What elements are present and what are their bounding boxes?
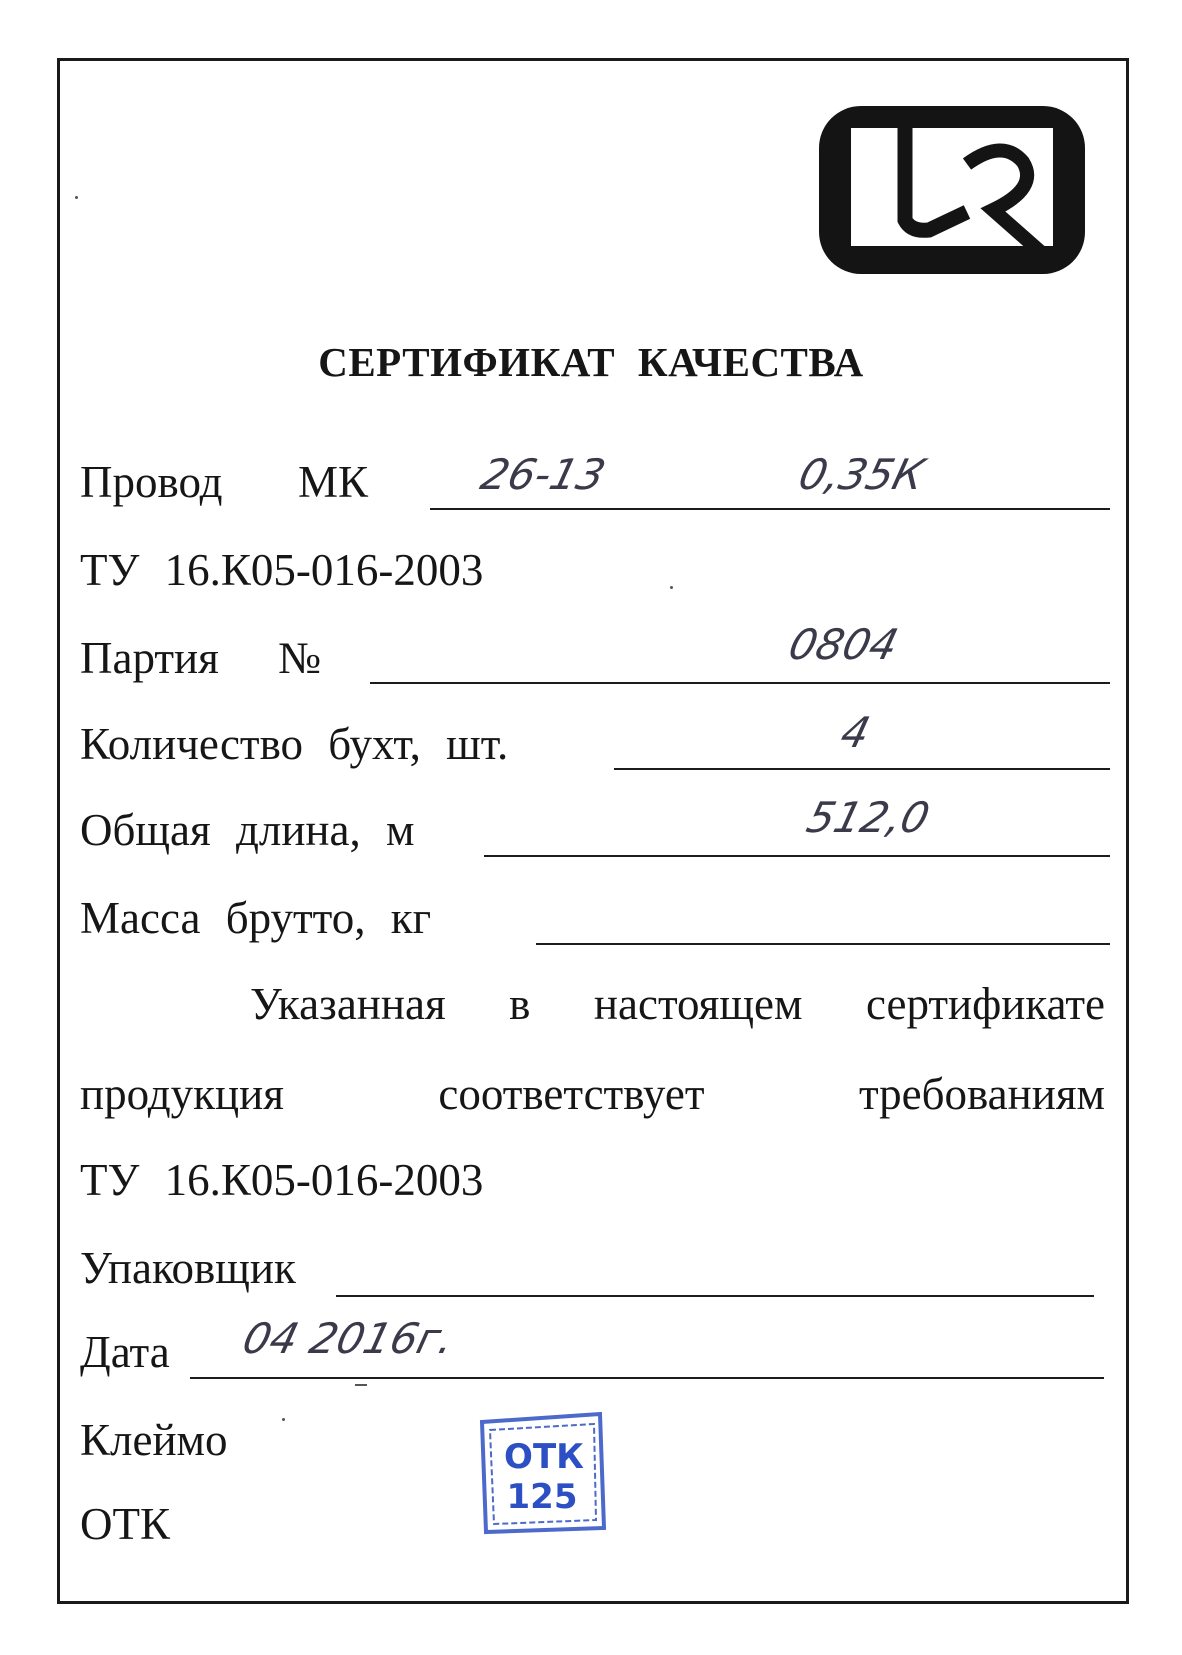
wire-label: Провод [80,457,223,507]
scan-speck [282,1418,285,1421]
batch-label: Партия [80,633,219,683]
scan-speck [355,1384,367,1386]
spec-line: ТУ 16.К05-016-2003 [80,545,484,595]
coils-label: Количество бухт, шт. [80,719,509,769]
stamp-label-1: Клеймо [80,1415,228,1465]
wire-prefix: МК [298,457,369,507]
scan-speck [75,196,78,199]
uk-logo-icon [817,104,1087,276]
stamp-label-2: ОТК [80,1499,170,1549]
length-rule [484,855,1110,857]
mass-label: Масса брутто, кг [80,893,432,943]
packer-label: Упаковщик [80,1243,296,1293]
coils-value: 4 [836,708,875,757]
otk-stamp-icon [476,1410,608,1536]
wire-value-2: 0,35К [794,450,930,499]
date-value: 04 2016г. [238,1314,460,1363]
wire-value-1: 26-13 [476,450,611,499]
scan-speck [670,586,673,589]
statement-line-3: ТУ 16.К05-016-2003 [80,1155,484,1205]
wire-rule [430,508,1110,510]
coils-rule [614,768,1110,770]
statement-line-2: продукция соответствует требованиям [80,1069,1105,1119]
length-label: Общая длина, м [80,805,415,855]
stamp-text-2: 125 [506,1477,578,1517]
packer-rule [336,1295,1094,1297]
date-rule [190,1377,1104,1379]
page-title: СЕРТИФИКАТ КАЧЕСТВА [318,339,864,385]
length-value: 512,0 [802,793,935,842]
stamp-text-1: ОТК [504,1437,584,1477]
date-label: Дата [80,1327,170,1377]
mass-rule [536,943,1110,945]
batch-rule [370,682,1110,684]
batch-value: 0804 [784,620,904,669]
statement-line-1: Указанная в настоящем сертификате [250,979,1105,1029]
batch-sign: № [278,633,321,683]
